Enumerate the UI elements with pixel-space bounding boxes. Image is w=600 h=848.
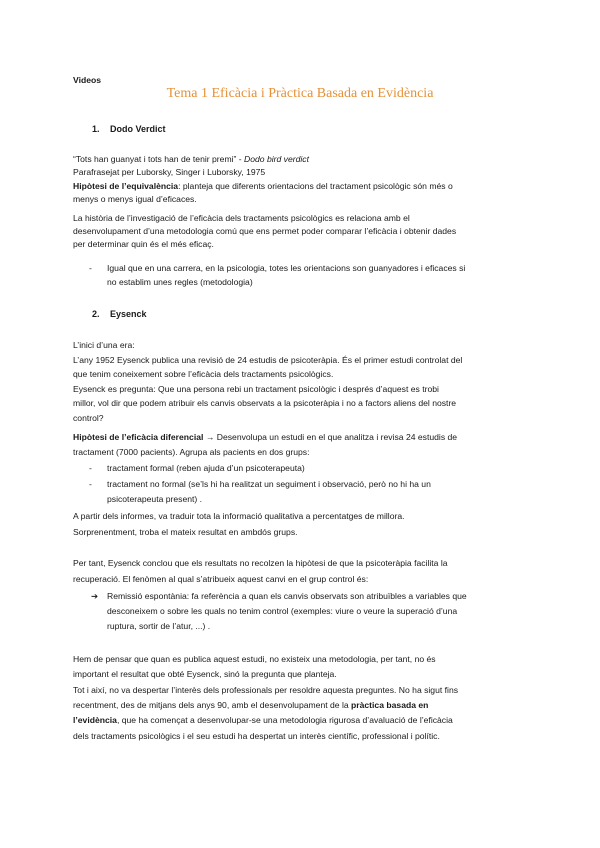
quote-text: “Tots han guanyat i tots han de tenir premi” -: [73, 154, 245, 164]
interest-text-cont: , que ha començat a desenvolupar-se una metodologia rigurosa d’avaluació de l’eficàcia: [116, 715, 453, 725]
eysenck-question-2: millor, vol dir que podem atribuir els canvis observats a la psicoteràpia i no a factors aliens del nostre: [73, 398, 457, 408]
spontaneous-remission-3: ruptura, sortir de l’atur, ...) .: [107, 621, 211, 631]
methodology-line-1: Hem de pensar que quan es publica aquest estudi, no existeix una metodologia, per tant, no és: [73, 654, 436, 664]
differential-text: → Desenvolupa un estudi en el que analitza i revisa 24 estudis de: [203, 432, 458, 442]
conclusion-line-2: recuperació. El fenòmen al qual s’atribueix aquest canvi en el grup control és:: [73, 574, 369, 584]
section-1-heading: Dodo Verdict: [110, 124, 166, 134]
eysenck-1952: L’any 1952 Eysenck publica una revisió de 24 estudis de psicoteràpia. És el primer estudi controlat del: [73, 355, 463, 365]
spontaneous-remission-2: desconeixem o sobre les quals no tenim control (exemples: viure o veure la superació d’una: [107, 606, 458, 616]
quote-emphasis: Dodo bird verdict: [244, 154, 309, 164]
reports-line: A partir dels informes, va traduir tota la informació qualitativa a percentatges de millora.: [73, 511, 405, 521]
differential-label: Hipòtesi de l’eficàcia diferencial: [73, 432, 204, 442]
spontaneous-remission-1: Remissió espontània: fa referència a quan els canvis observats son atribuïbles a variables que: [107, 591, 467, 601]
history-line-2: desenvolupament d’una metodologia comú que ens permet poder comparar l’eficàcia i obtenir dades: [73, 226, 457, 236]
bullet-dash: -: [89, 463, 92, 473]
conclusion-line-1: Per tant, Eysenck conclou que els resultats no recolzen la hipòtesi de que la psicoteràpia facilita la: [73, 558, 448, 568]
era-intro: L’inici d’una era:: [73, 340, 135, 350]
dodo-quote: [73, 153, 543, 166]
interest-text: recentment, des de mitjans dels anys 90, amb el desenvolupament de la: [73, 700, 352, 710]
differential-hypothesis: [73, 431, 543, 444]
race-bullet-line-1: Igual que en una carrera, en la psicologia, totes les orientacions son guanyadores i eficaces si: [107, 263, 466, 273]
patient-groups-intro: tractament (7000 pacients). Agrupa als pacients en dos grups:: [73, 447, 310, 457]
equivalence-hypothesis: [73, 180, 543, 193]
interest-line-2: [73, 699, 543, 712]
eysenck-question-3: control?: [73, 413, 104, 423]
hypothesis-text: : planteja que diferents orientacions del tractament psicològic són més o: [178, 181, 453, 191]
eysenck-1952-cont: que tenim coneixement sobre l’eficàcia dels tractaments psicològics.: [73, 369, 334, 379]
section-2-number: 2.: [92, 309, 100, 319]
evidence-term: l’evidència: [73, 715, 117, 725]
interest-line-3: [73, 714, 543, 727]
same-result-line: Sorprenentment, troba el mateix resultat en ambdós grups.: [73, 527, 298, 537]
methodology-line-2: important el resultat que obté Eysenck, sinó la pregunta que planteja.: [73, 669, 337, 679]
formal-treatment-bullet: tractament formal (reben ajuda d’un psicoterapeuta): [107, 463, 305, 473]
history-line-3: per determinar quin és el més eficaç.: [73, 239, 214, 249]
bullet-dash: -: [89, 263, 92, 273]
arrow-bullet-icon: ➔: [91, 591, 99, 601]
section-1-number: 1.: [92, 124, 100, 134]
informal-treatment-bullet-2: psicoterapeuta present) .: [107, 494, 203, 504]
bullet-dash: -: [89, 479, 92, 489]
history-line-1: La història de l’investigació de l’eficàcia dels tractaments psicològics es relaciona amb el: [73, 213, 410, 223]
hypothesis-label: Hipòtesi de l’equivalència: [73, 181, 179, 191]
interest-line-4: dels tractaments psicològics i el seu estudi ha despertat un interès científic, professional i polític.: [73, 731, 440, 741]
interest-line-1: Tot i així, no va despertar l’interès dels professionals per resoldre aquesta preguntes. No ha sigut fins: [73, 685, 459, 695]
informal-treatment-bullet-1: tractament no formal (se’ls hi ha realitzat un seguiment i observació, però no hi ha un: [107, 479, 431, 489]
equivalence-hypothesis-cont: menys o menys igual d’eficaces.: [73, 194, 197, 204]
videos-label: Videos: [73, 75, 102, 85]
page-title: Tema 1 Eficàcia i Pràctica Basada en Evidència: [166, 86, 434, 101]
section-2-heading: Eysenck: [110, 309, 147, 319]
eysenck-question-1: Eysenck es pregunta: Que una persona rebi un tractament psicològic i després d’aquest es trobi: [73, 384, 439, 394]
evidence-practice-term: pràctica basada en: [351, 700, 429, 710]
race-bullet-line-2: no establim unes regles (metodologia): [107, 277, 253, 287]
paraphrased-by: Parafrasejat per Luborsky, Singer i Luborsky, 1975: [73, 167, 266, 177]
